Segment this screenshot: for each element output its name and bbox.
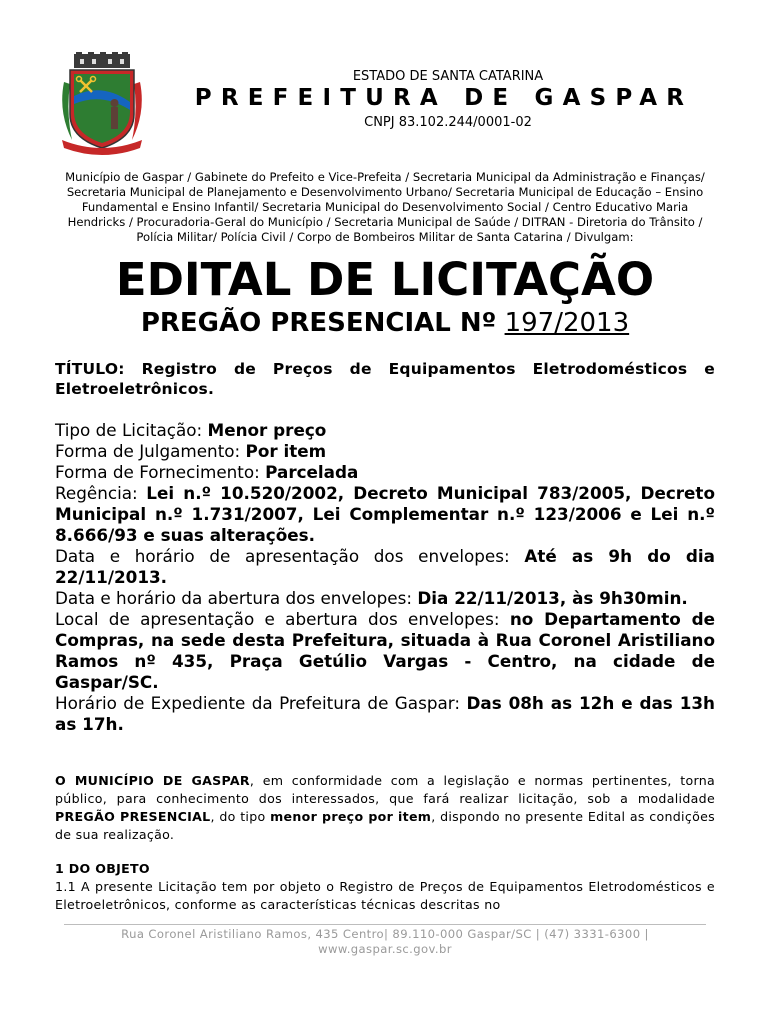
document-title: EDITAL DE LICITAÇÃO (115, 253, 655, 306)
field-label: Tipo de Licitação: (55, 420, 203, 440)
bid-details (55, 420, 715, 735)
field-label: Horário de Expediente da Prefeitura de Gaspar: (55, 693, 461, 713)
section-paragraph: 1.1 A presente Licitação tem por objeto o Registro de Preços de Equipamentos Eletrodomésticos e Eletroeletrônicos, conforme as características técnicas descritas no (55, 879, 715, 912)
field-value: Parcelada (265, 462, 359, 482)
field-label: Regência: (55, 483, 138, 503)
modalidade: PREGÃO PRESENCIAL (55, 809, 211, 824)
field-value: Das 08h as 12h e das 13h as 17h. (55, 693, 715, 734)
municipio-name: O MUNICÍPIO DE GASPAR (55, 773, 250, 788)
municipal-coat-of-arms-logo (56, 52, 148, 156)
field-tipo (55, 420, 715, 441)
titulo-text: Registro de Preços de Equipamentos Eletrodomésticos e Eletroeletrônicos. (55, 360, 715, 398)
intro-text-2: , do tipo (210, 809, 271, 824)
field-data-abertura (55, 588, 715, 609)
field-local (55, 609, 715, 693)
field-value: Por item (245, 441, 327, 461)
section-objeto (55, 860, 715, 914)
publishing-bodies-list: Município de Gaspar / Gabinete do Prefeito e Vice-Prefeita / Secretaria Municipal da Administração e Finanças/ Secretaria Municipal de Planejamento e Desenvolvimento Urbano/ Secretaria Municipal de Educação – Ensino Fundamental e Ensino Infantil/ Secretaria Municipal do Desenvolvimento Social / Centro Educativo Maria Hendricks / Procuradoria-Geral do Município / Secretaria Municipal de Saúde / DITRAN - Diretoria do Trânsito / Polícia Militar/ Polícia Civil / Corpo de Bombeiros Militar de Santa Catarina / Divulgam: (65, 170, 705, 244)
field-label: Forma de Fornecimento: (55, 462, 260, 482)
titulo-block (55, 359, 715, 399)
field-regencia (55, 483, 715, 546)
field-data-apresentacao (55, 546, 715, 588)
intro-text-3: , dispondo no presente Edital as condições de sua realização. (55, 809, 715, 842)
pregao-number: 197/2013 (504, 308, 630, 338)
footer-divider (64, 924, 706, 925)
footer-address: Rua Coronel Aristiliano Ramos, 435 Centro| 89.110-000 Gaspar/SC | (47) 3331-6300 | (121, 927, 649, 941)
field-forma-fornecimento (55, 462, 715, 483)
section-heading: 1 DO OBJETO (55, 861, 150, 876)
field-horario (55, 693, 715, 735)
field-value: no Departamento de Compras, na sede desta Prefeitura, situada à Rua Coronel Aristiliano Ramos nº 435, Praça Getúlio Vargas - Centro, na cidade de Gaspar/SC. (55, 609, 715, 692)
field-value: Menor preço (207, 420, 327, 440)
field-value: Lei n.º 10.520/2002, Decreto Municipal 783/2005, Decreto Municipal n.º 1.731/2007, Lei Complementar n.º 123/2006 e Lei n.º 8.666/93 e suas alterações. (55, 483, 715, 545)
field-value: Até as 9h do dia 22/11/2013. (55, 546, 716, 587)
field-label: Local de apresentação e abertura dos envelopes: (55, 609, 500, 629)
prefeitura-title: PREFEITURA DE GASPAR (194, 85, 694, 111)
state-name: ESTADO DE SANTA CATARINA (352, 69, 544, 84)
page-footer (64, 927, 706, 957)
field-value: Dia 22/11/2013, às 9h30min. (417, 588, 688, 608)
field-label: Forma de Julgamento: (55, 441, 241, 461)
footer-website: www.gaspar.sc.gov.br (318, 942, 452, 956)
field-forma-julgamento (55, 441, 715, 462)
field-label: Data e horário de apresentação dos envelopes: (55, 546, 510, 566)
intro-text-1: , em conformidade com a legislação e normas pertinentes, torna público, para conhecimento dos interessados, que fará realizar licitação, sob a modalidade (55, 773, 716, 806)
pregao-label: PREGÃO PRESENCIAL Nº (140, 308, 497, 338)
intro-paragraph (55, 772, 715, 844)
cnpj: CNPJ 83.102.244/0001-02 (364, 115, 532, 130)
field-label: Data e horário da abertura dos envelopes: (55, 588, 412, 608)
titulo-label: TÍTULO: (55, 360, 125, 378)
pregao-heading (20, 308, 750, 338)
tipo-criteria: menor preço por item (270, 809, 432, 824)
